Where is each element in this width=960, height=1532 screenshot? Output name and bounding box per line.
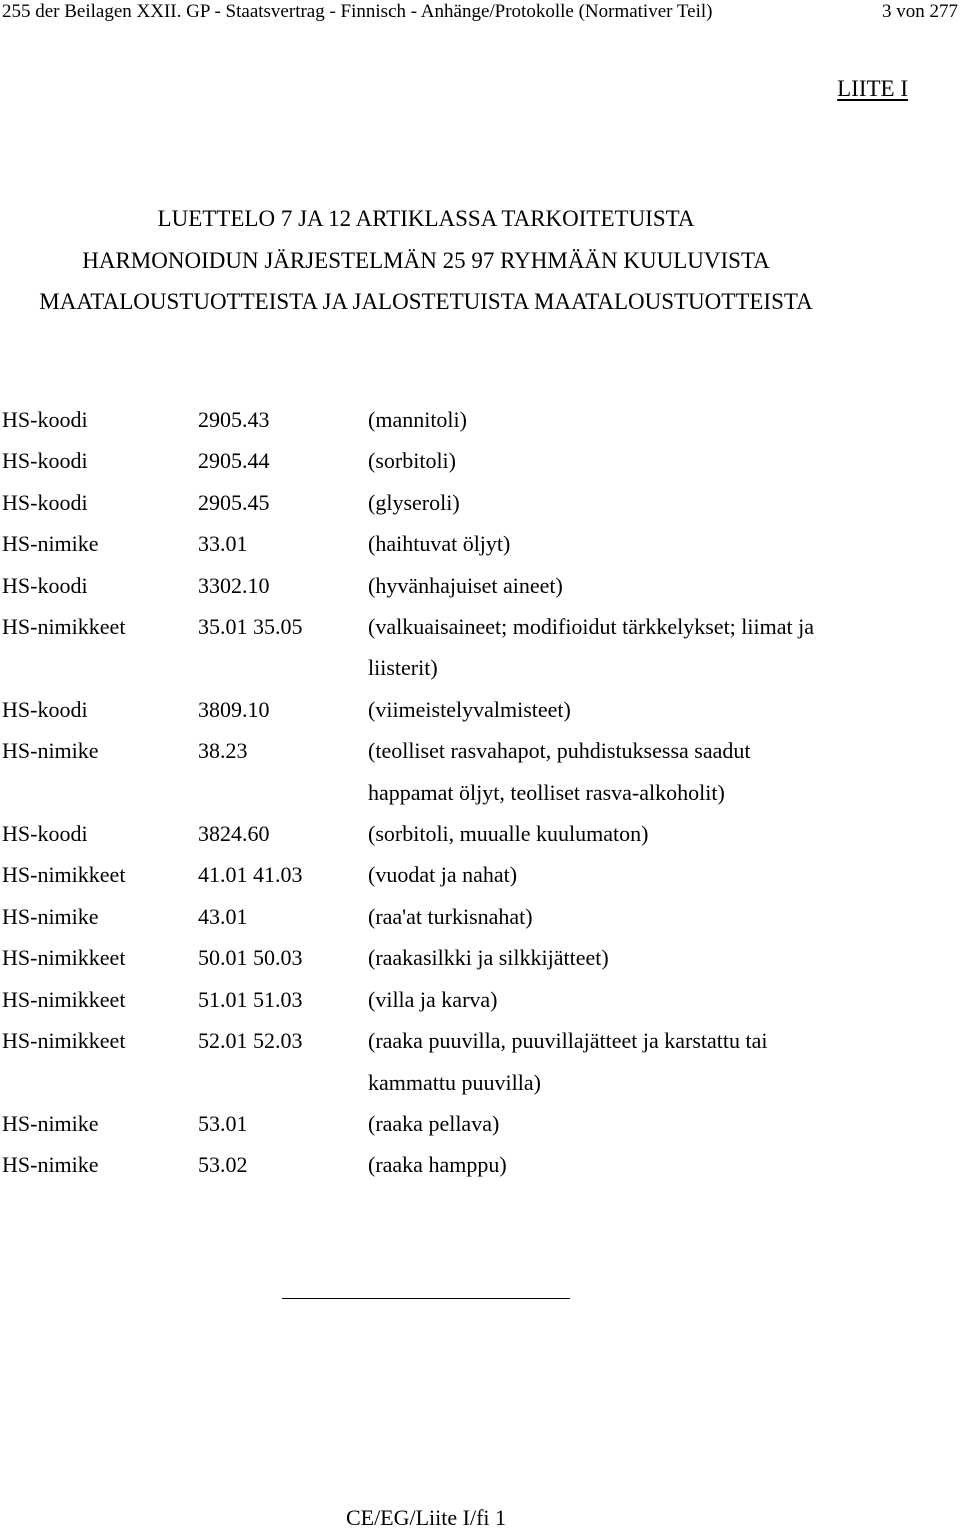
list-item [2, 979, 942, 1020]
title-line-3: MAATALOUSTUOTTEISTA JA JALOSTETUISTA MAATALOUSTUOTTEISTA [39, 289, 813, 314]
hs-code: 41.01 41.03 [198, 862, 303, 888]
page-counter: 3 von 277 [882, 1, 958, 22]
list-item [2, 606, 942, 689]
list-item [2, 896, 942, 937]
hs-type-label: HS-nimike [2, 1152, 99, 1178]
hs-code: 3824.60 [198, 821, 270, 847]
annex-label: LIITE I [837, 76, 908, 101]
hs-code: 43.01 [198, 903, 248, 929]
hs-type-label: HS-koodi [2, 572, 88, 598]
hs-type-label: HS-nimike [2, 738, 99, 764]
hs-type-label: HS-nimikkeet [2, 862, 126, 888]
list-item [2, 813, 942, 854]
product-description: (sorbitoli, muualle kuulumaton) [368, 821, 649, 847]
title-line-1: LUETTELO 7 JA 12 ARTIKLASSA TARKOITETUISTA [157, 206, 695, 231]
hs-type-label: HS-koodi [2, 696, 88, 722]
list-item [2, 1020, 942, 1103]
list-item [2, 1144, 942, 1185]
hs-code: 53.01 [198, 1110, 248, 1136]
list-item [2, 399, 942, 440]
hs-type-label: HS-koodi [2, 821, 88, 847]
hs-type-label: HS-nimikkeet [2, 614, 126, 640]
hs-type-label: HS-koodi [2, 489, 88, 515]
product-description: (haihtuvat öljyt) [368, 531, 511, 557]
hs-code: 53.02 [198, 1152, 248, 1178]
product-description: (viimeistelyvalmisteet) [368, 696, 571, 722]
hs-code: 50.01 50.03 [198, 945, 303, 971]
product-description: (raa'at turkisnahat) [368, 903, 533, 929]
hs-code: 2905.43 [198, 407, 270, 432]
list-item [2, 565, 942, 606]
product-description: (valkuaisaineet; modifioidut tärkkelykset; liimat ja liisterit) [368, 614, 814, 681]
hs-type-label: HS-nimike [2, 531, 99, 557]
running-header-title: 255 der Beilagen XXII. GP - Staatsvertrag - Finnisch - Anhänge/Protokolle (Normativer Teil) [2, 1, 713, 22]
product-description: (vuodat ja nahat) [368, 862, 518, 888]
hs-type-label: HS-koodi [2, 448, 88, 474]
hs-type-label: HS-nimikkeet [2, 945, 126, 971]
hs-code: 3809.10 [198, 696, 270, 722]
list-item [2, 523, 942, 564]
footnote-divider [282, 1298, 570, 1299]
list-item [2, 482, 942, 523]
product-description: (hyvänhajuiset aineet) [368, 572, 563, 598]
list-item [2, 937, 942, 978]
product-description: (teolliset rasvahapot, puhdistuksessa saadut happamat öljyt, teolliset rasva-alkoholit) [368, 738, 751, 805]
hs-code: 3302.10 [198, 572, 270, 598]
hs-code: 35.01 35.05 [198, 614, 303, 640]
title-line-2: HARMONOIDUN JÄRJESTELMÄN 25 97 RYHMÄÄN KUULUVISTA [82, 247, 770, 273]
hs-type-label: HS-nimike [2, 1110, 99, 1136]
hs-code: 2905.44 [198, 448, 270, 474]
hs-code: 33.01 [198, 531, 248, 557]
document-reference: CE/EG/Liite I/fi 1 [345, 1505, 507, 1530]
product-description: (raaka puuvilla, puuvillajätteet ja karstattu tai kammattu puuvilla) [368, 1028, 768, 1095]
hs-type-label: HS-nimikkeet [2, 1028, 126, 1054]
hs-type-label: HS-koodi [2, 407, 88, 432]
hs-code-list [2, 399, 942, 1186]
document-title [0, 198, 852, 323]
hs-code: 51.01 51.03 [198, 986, 303, 1012]
product-description: (glyseroli) [368, 489, 460, 515]
hs-type-label: HS-nimikkeet [2, 986, 126, 1012]
product-description: (sorbitoli) [368, 448, 456, 474]
hs-code: 2905.45 [198, 489, 270, 515]
product-description: (mannitoli) [368, 407, 467, 432]
list-item [2, 854, 942, 895]
product-description: (villa ja karva) [368, 986, 498, 1012]
product-description: (raakasilkki ja silkkijätteet) [368, 945, 609, 971]
list-item [2, 1103, 942, 1144]
product-description: (raaka pellava) [368, 1110, 500, 1136]
list-item [2, 689, 942, 730]
hs-code: 38.23 [198, 738, 248, 764]
list-item [2, 440, 942, 481]
hs-code: 52.01 52.03 [198, 1028, 303, 1054]
hs-type-label: HS-nimike [2, 903, 99, 929]
product-description: (raaka hamppu) [368, 1152, 507, 1178]
list-item [2, 730, 942, 813]
